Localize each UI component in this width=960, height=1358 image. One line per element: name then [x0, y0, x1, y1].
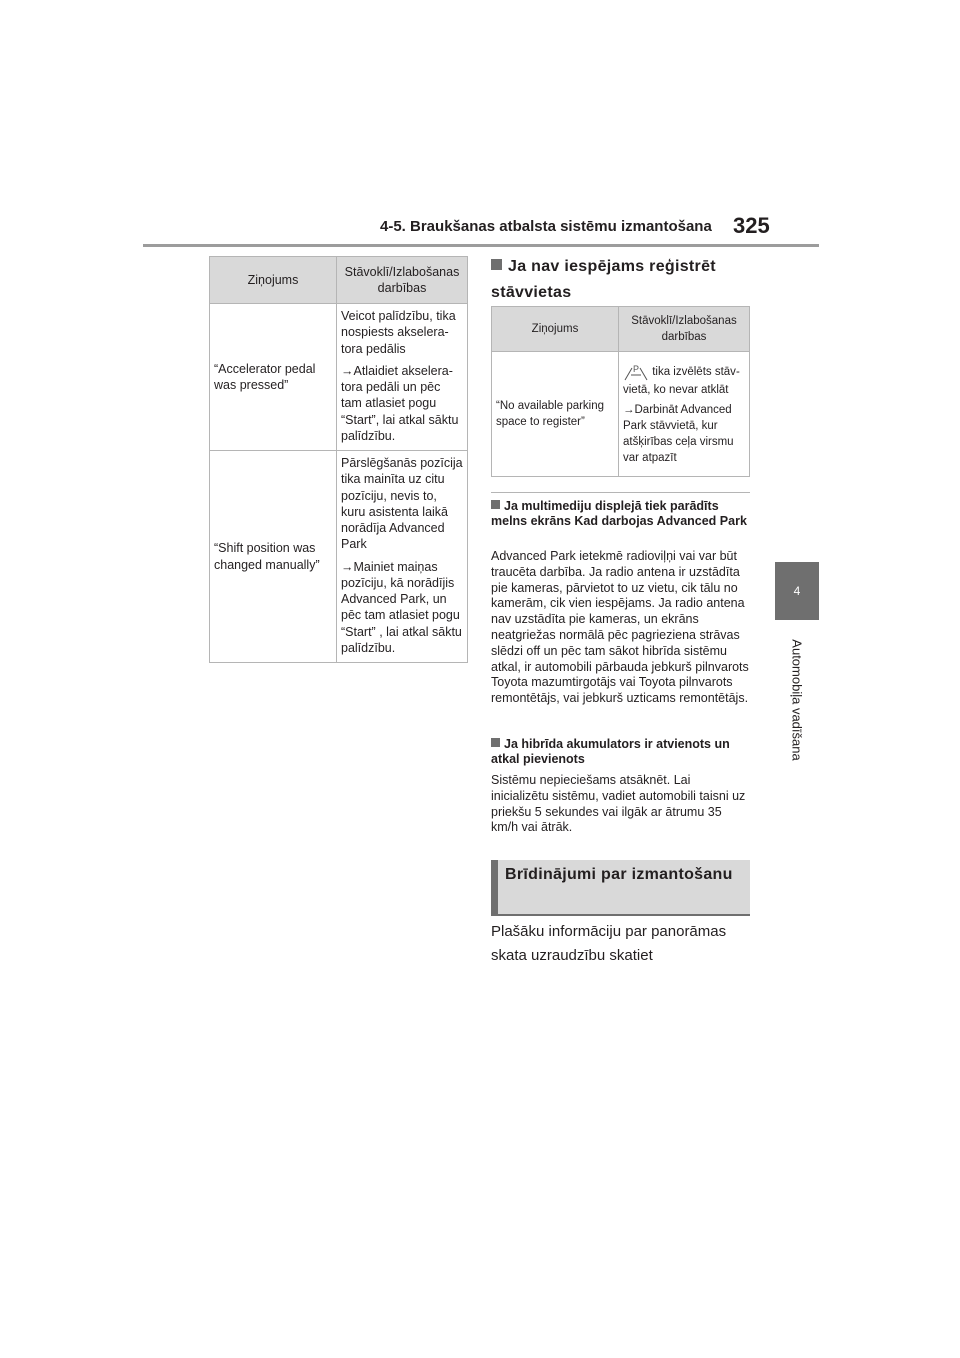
table-row [210, 451, 468, 663]
note-text: Advanced Park ietekmē radioviļņi vai var būt traucēta darbība. Ja radio antena ir uzstādīta pie kameras, pārvietot to uz vietu, cik tālu no kamerām, cik vien iespējams. Ja radio antena nav uzstādīta pie kameras, un ekrāns neatgriežas normālā pēc pagrieziena strāvas slēdzi off un pēc tam sākot hibrīda sistēmu atkal, ir automobili pārbauda jebkurš pilnvarots Toyota mazumtirgotājs vai Toyota pilnvarots remontētājs, vai jebkurš uzticams remontētājs. [491, 549, 749, 706]
message-cell: “Shift position was changed manually” [210, 451, 337, 663]
note-heading [491, 499, 750, 529]
action-text: →Mainiet maiņas pozīciju, kā norādījis Advanced Park, un pēc tam atlasiet pogu “Start” , lai atkal sāktu palīdzību. [341, 559, 462, 655]
message-table-2 [491, 306, 750, 477]
section-heading-text: Ja nav iespējams reģistrēt stāvvietas [491, 258, 716, 301]
action-text: →Darbināt Advanced Park stāvvietā, kur atšķirības ceļa virsmu var atpazīt [623, 403, 734, 465]
message-cell: “No available parking space to register” [492, 352, 619, 477]
table-row [210, 304, 468, 451]
condition-text: Veicot palīdzību, tika nospiests akseleratora pedālis [341, 309, 456, 356]
note-heading-text: Ja hibrīda akumulators ir atvienots un atkal pievienots [491, 737, 730, 766]
action-cell [619, 352, 750, 477]
chapter-label: Automobiļa vadīšana [789, 639, 805, 761]
divider [491, 492, 750, 493]
svg-text:P: P [633, 363, 640, 374]
note-heading [491, 737, 750, 767]
callout-heading: Brīdinājumi par izmantošanu [505, 866, 733, 883]
table-header-message: Ziņojums [210, 257, 337, 304]
chapter-number: 4 [793, 584, 801, 598]
tail-paragraph: Plašāku informāciju par panorāmas skata uzraudzību skatiet [491, 923, 727, 964]
page-number: 325 [733, 213, 770, 238]
callout-underline [491, 914, 750, 916]
action-cell [337, 304, 468, 451]
table-row [492, 352, 750, 477]
condition-text: Pārslēgšanās pozīcija tika mainīta uz citu pozīciju, nevis to, kuru asistenta laikā norādīja Advanced Park [341, 456, 463, 552]
chapter-tab [775, 562, 819, 620]
header-rule [143, 244, 819, 247]
note-text: Sistēmu nepieciešams atsāknēt. Lai inicializētu sistēmu, vadiet automobili taisni uz priekšu 5 sekundes vai ilgāk ar ātrumu 35 km/h vai ātrāk. [491, 773, 746, 835]
square-bullet-icon [491, 259, 502, 270]
condition-text-content: tika izvēlēts stāvvietā, ko nevar atklāt [623, 365, 740, 396]
condition-text [623, 362, 745, 398]
parking-space-icon [623, 362, 649, 382]
callout-bar [491, 860, 498, 914]
square-bullet-icon [491, 738, 500, 747]
message-table-1 [209, 256, 468, 663]
callout-box [491, 860, 750, 914]
square-bullet-icon [491, 500, 500, 509]
section-heading [491, 254, 751, 306]
section-title: 4-5. Braukšanas atbalsta sistēmu izmantošana [380, 218, 712, 235]
note-heading-text: Ja multimediju displejā tiek parādīts melns ekrāns Kad darbojas Advanced Park [491, 499, 747, 528]
table-header-message: Ziņojums [492, 307, 619, 352]
message-cell: “Accelerator pedal was pressed” [210, 304, 337, 451]
table-header-action: Stāvoklī/Izlabošanas darbības [619, 307, 750, 352]
action-text: →Atlaidiet akseleratora pedāli un pēc tam atlasiet pogu “Start”, lai atkal sāktu palīdzību. [341, 363, 459, 443]
action-cell [337, 451, 468, 663]
table-header-action: Stāvoklī/Izlabošanas darbības [337, 257, 468, 304]
